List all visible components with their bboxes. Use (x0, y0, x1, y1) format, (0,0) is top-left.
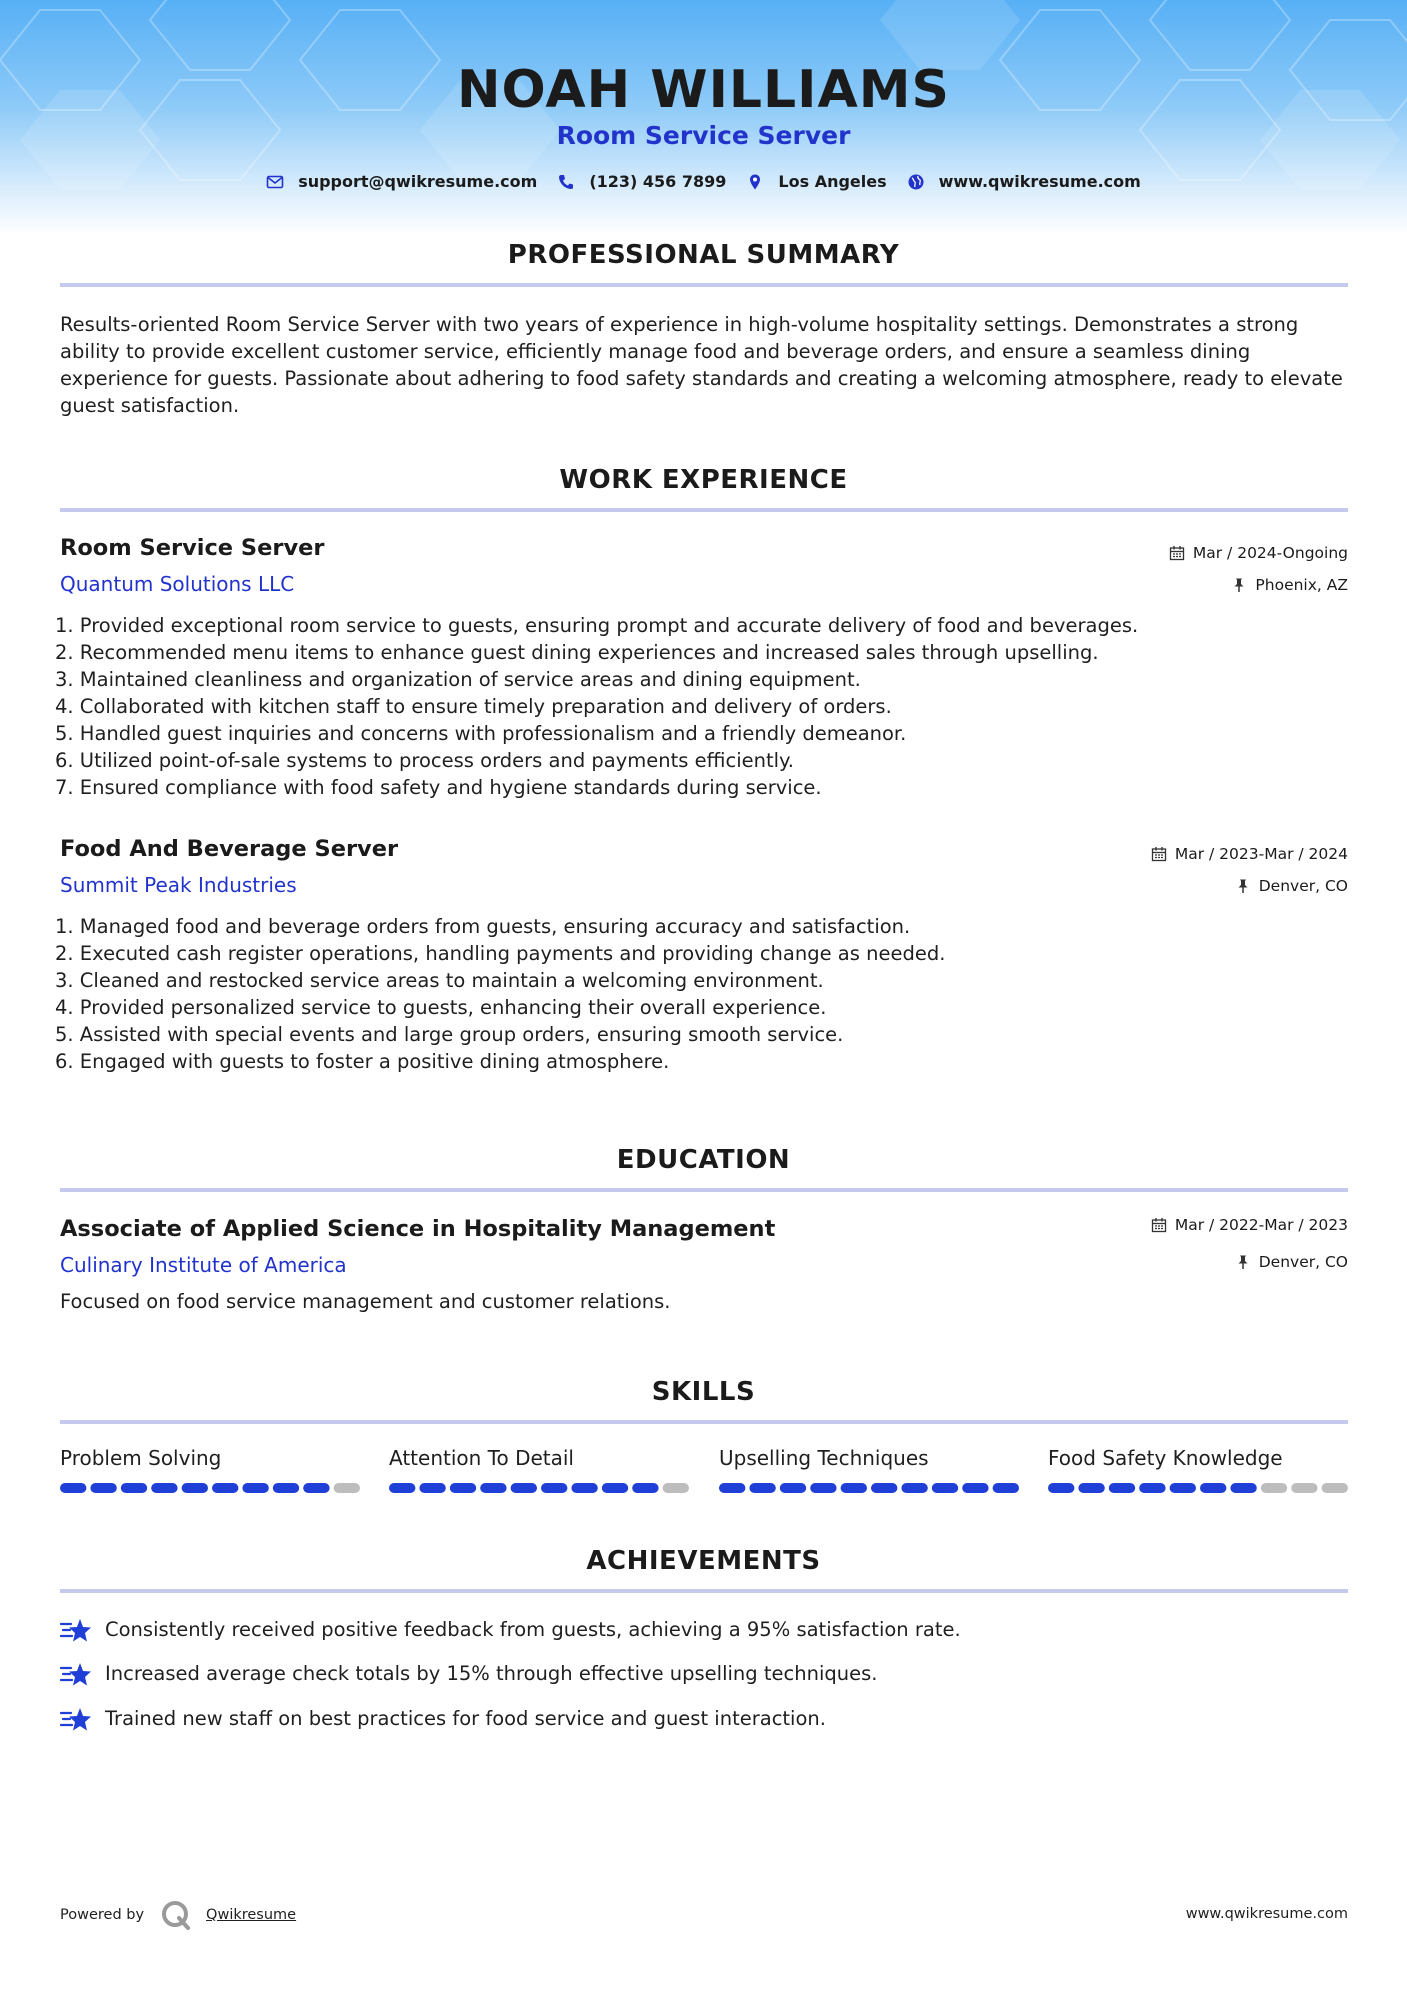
list-item: 4. Provided personalized service to guests, enhancing their overall experience. (55, 996, 827, 1019)
skill-segment-filled (242, 1483, 268, 1493)
skill-segment-filled (303, 1483, 329, 1493)
skill-segment-filled (571, 1483, 597, 1493)
achievement-text: Consistently received positive feedback from guests, achieving a 95% satisfaction rate. (105, 1618, 961, 1641)
experience-divider (60, 508, 1348, 512)
skill-segment-filled (602, 1483, 628, 1493)
footer-url[interactable]: www.qwikresume.com (1185, 1906, 1348, 1922)
skill-segment-filled (1078, 1483, 1104, 1493)
education-heading: EDUCATION (616, 1145, 791, 1175)
job-title: Food And Beverage Server (60, 836, 399, 862)
skill-segment-empty (1291, 1483, 1317, 1493)
pushpin-icon (1235, 878, 1251, 894)
calendar-icon (1151, 846, 1167, 862)
envelope-icon (266, 173, 284, 191)
education-dates (1151, 1214, 1348, 1236)
skill-segment-empty (1261, 1483, 1287, 1493)
skill-segment-filled (1170, 1483, 1196, 1493)
skill-segment-filled (480, 1483, 506, 1493)
skill-segment-filled (871, 1483, 897, 1493)
job-dates (1169, 542, 1348, 564)
skill-segment-filled (632, 1483, 658, 1493)
achievement-item (60, 1616, 961, 1644)
skill-segment-empty (1322, 1483, 1348, 1493)
skill-segment-filled (151, 1483, 177, 1493)
star-icon (60, 1660, 92, 1688)
summary-text: Results-oriented Room Service Server with two years of experience in high-volume hospitality settings. Demonstrates a strong ability to provide excellent customer service, efficiently manage food and beverage orders, and ensure a seamless dining experience for guests. Passionate about adhering to food safety standards and creating a welcoming atmosphere, ready to elevate guest satisfaction. (60, 313, 1343, 417)
pushpin-icon (1231, 577, 1247, 593)
calendar-icon (1151, 1217, 1167, 1233)
skill-segment-filled (60, 1483, 86, 1493)
job-dates-text: Mar / 2024-Ongoing (1192, 544, 1348, 562)
skill-segment-filled (780, 1483, 806, 1493)
skill-segment-filled (1048, 1483, 1074, 1493)
job-location-text: Phoenix, AZ (1255, 576, 1348, 594)
skill-segment-filled (1200, 1483, 1226, 1493)
contact-bar (0, 172, 1407, 191)
list-item: 3. Maintained cleanliness and organization of service areas and dining equipment. (55, 668, 861, 691)
list-item: 1. Provided exceptional room service to guests, ensuring prompt and accurate delivery of food and beverages. (55, 614, 1139, 637)
company-name: Summit Peak Industries (60, 873, 297, 897)
job-location (1231, 574, 1348, 596)
achievement-text: Increased average check totals by 15% through effective upselling techniques. (105, 1662, 878, 1685)
list-item: 1. Managed food and beverage orders from guests, ensuring accuracy and satisfaction. (55, 915, 911, 938)
list-item: 7. Ensured compliance with food safety and hygiene standards during service. (55, 776, 822, 799)
skill-segment-filled (450, 1483, 476, 1493)
list-item: 5. Handled guest inquiries and concerns with professionalism and a friendly demeanor. (55, 722, 907, 745)
skill-segment-filled (541, 1483, 567, 1493)
skill-segment-filled (182, 1483, 208, 1493)
education-location (1235, 1251, 1348, 1273)
skill-segment-filled (749, 1483, 775, 1493)
company-name: Quantum Solutions LLC (60, 572, 295, 596)
skills-heading: SKILLS (651, 1377, 756, 1407)
list-item: 5. Assisted with special events and large group orders, ensuring smooth service. (55, 1023, 844, 1046)
skill-rating-bar (389, 1483, 689, 1493)
achievement-item (60, 1660, 877, 1688)
candidate-name: NOAH WILLIAMS (457, 60, 950, 120)
contact-location-text: Los Angeles (778, 172, 887, 191)
skill-name: Upselling Techniques (719, 1446, 929, 1470)
contact-phone-text: (123) 456 7899 (589, 172, 727, 191)
skill-name: Problem Solving (60, 1446, 222, 1470)
skill-rating-bar (719, 1483, 1019, 1493)
job-location (1235, 875, 1348, 897)
star-icon (60, 1705, 92, 1733)
skill-segment-filled (962, 1483, 988, 1493)
education-location-text: Denver, CO (1258, 1253, 1348, 1271)
contact-phone[interactable] (557, 172, 726, 191)
skill-segment-filled (1109, 1483, 1135, 1493)
contact-email[interactable] (266, 172, 537, 191)
skill-segment-empty (334, 1483, 360, 1493)
footer-powered-by (60, 1899, 296, 1931)
skill-segment-filled (121, 1483, 147, 1493)
skills-divider (60, 1420, 1348, 1424)
achievements-divider (60, 1589, 1348, 1593)
skill-rating-bar (60, 1483, 360, 1493)
skill-name: Food Safety Knowledge (1048, 1446, 1283, 1470)
list-item: 6. Utilized point-of-sale systems to process orders and payments efficiently. (55, 749, 794, 772)
summary-heading: PROFESSIONAL SUMMARY (507, 240, 900, 270)
summary-divider (60, 283, 1348, 287)
skill-segment-filled (273, 1483, 299, 1493)
skill-segment-filled (1139, 1483, 1165, 1493)
achievement-text: Trained new staff on best practices for food service and guest interaction. (105, 1707, 826, 1730)
map-pin-icon (746, 173, 764, 191)
contact-location (746, 172, 886, 191)
contact-email-text: support@qwikresume.com (298, 172, 538, 191)
education-description: Focused on food service management and customer relations. (60, 1290, 671, 1313)
skill-segment-filled (212, 1483, 238, 1493)
contact-website-text: www.qwikresume.com (938, 172, 1141, 191)
experience-heading: WORK EXPERIENCE (559, 465, 848, 495)
phone-icon (557, 173, 575, 191)
powered-by-label: Powered by (60, 1907, 145, 1923)
candidate-title: Room Service Server (556, 121, 851, 150)
list-item: 6. Engaged with guests to foster a positive dining atmosphere. (55, 1050, 670, 1073)
job-bullet-list (55, 612, 1345, 801)
skill-name: Attention To Detail (389, 1446, 574, 1470)
contact-website[interactable] (907, 172, 1141, 191)
skill-segment-filled (841, 1483, 867, 1493)
job-dates (1151, 843, 1348, 865)
skill-segment-filled (419, 1483, 445, 1493)
job-bullet-list (55, 913, 1345, 1075)
education-dates-text: Mar / 2022-Mar / 2023 (1174, 1216, 1348, 1234)
list-item: 3. Cleaned and restocked service areas to maintain a welcoming environment. (55, 969, 824, 992)
skill-segment-filled (932, 1483, 958, 1493)
degree-title: Associate of Applied Science in Hospitality Management (60, 1216, 776, 1242)
globe-icon (907, 173, 925, 191)
skill-segment-empty (663, 1483, 689, 1493)
skill-segment-filled (719, 1483, 745, 1493)
skill-rating-bar (1048, 1483, 1348, 1493)
job-title: Room Service Server (60, 535, 325, 561)
skill-segment-filled (993, 1483, 1019, 1493)
list-item: 2. Executed cash register operations, handling payments and providing change as needed. (55, 942, 946, 965)
skill-segment-filled (1230, 1483, 1256, 1493)
achievements-heading: ACHIEVEMENTS (586, 1546, 821, 1576)
skill-segment-filled (389, 1483, 415, 1493)
skill-segment-filled (901, 1483, 927, 1493)
job-dates-text: Mar / 2023-Mar / 2024 (1174, 845, 1348, 863)
skill-segment-filled (90, 1483, 116, 1493)
achievement-item (60, 1705, 826, 1733)
school-name: Culinary Institute of America (60, 1253, 347, 1277)
list-item: 2. Recommended menu items to enhance guest dining experiences and increased sales through upselling. (55, 641, 1099, 664)
calendar-icon (1169, 545, 1185, 561)
skill-segment-filled (810, 1483, 836, 1493)
qwikresume-logo-icon (160, 1899, 192, 1931)
pushpin-icon (1235, 1254, 1251, 1270)
education-divider (60, 1188, 1348, 1192)
skill-segment-filled (511, 1483, 537, 1493)
brand-link[interactable]: Qwikresume (206, 1907, 297, 1923)
list-item: 4. Collaborated with kitchen staff to ensure timely preparation and delivery of orders. (55, 695, 892, 718)
star-icon (60, 1616, 92, 1644)
job-location-text: Denver, CO (1258, 877, 1348, 895)
